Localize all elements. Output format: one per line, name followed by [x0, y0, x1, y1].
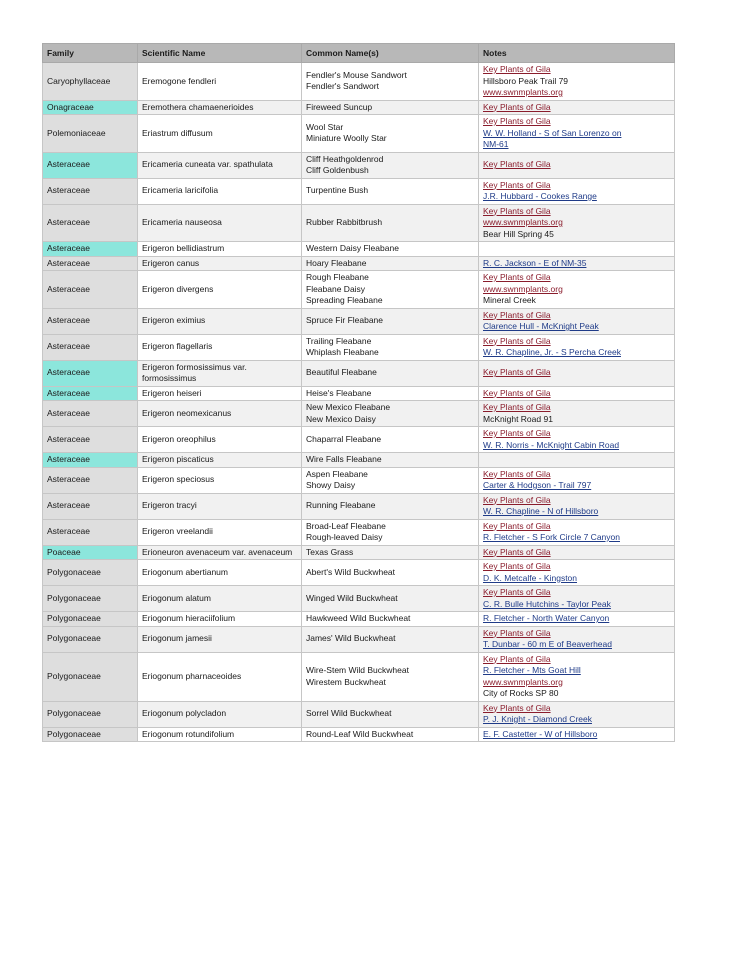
family-cell: Polygonaceae: [43, 652, 138, 701]
table-row: [43, 334, 675, 360]
scientific-name-cell: Erigeron neomexicanus: [138, 401, 302, 427]
scientific-name-cell: Eriogonum polycladon: [138, 701, 302, 727]
table-row: [43, 701, 675, 727]
note-link[interactable]: www.swnmplants.org: [483, 217, 563, 227]
common-name: Fendler's Mouse Sandwort: [306, 69, 407, 80]
note-link[interactable]: Key Plants of Gila: [483, 335, 551, 346]
note-link[interactable]: Key Plants of Gila: [483, 627, 551, 638]
notes-cell: [479, 271, 675, 309]
note-link[interactable]: www.swnmplants.org: [483, 87, 563, 97]
common-names-cell: [302, 652, 479, 701]
common-names-cell: [302, 242, 479, 257]
notes-cell: [479, 586, 675, 612]
note-link[interactable]: C. R. Bulle Hutchins - Taylor Peak: [483, 598, 611, 609]
table-body: [43, 63, 675, 742]
common-name: Spruce Fir Fleabane: [306, 315, 384, 326]
note-link[interactable]: Key Plants of Gila: [483, 159, 551, 170]
common-names-cell: [302, 493, 479, 519]
family-cell: Asteraceae: [43, 519, 138, 545]
family-cell: Polygonaceae: [43, 612, 138, 627]
common-names-cell: [302, 308, 479, 334]
common-name: Hoary Fleabane: [306, 257, 367, 268]
note-link[interactable]: Key Plants of Gila: [483, 179, 551, 190]
note-link[interactable]: Carter & Hodgson - Trail 797: [483, 480, 592, 490]
note-link[interactable]: W. W. Holland - S of San Lorenzo on: [483, 127, 622, 138]
scientific-name-cell: Eriogonum rotundifolium: [138, 727, 302, 742]
common-name: Winged Wild Buckwheat: [306, 592, 398, 603]
common-name: Rough Fleabane: [306, 272, 369, 282]
family-cell: Polygonaceae: [43, 701, 138, 727]
table-header-row: [43, 44, 675, 63]
note-link[interactable]: Key Plants of Gila: [483, 205, 551, 216]
note-link[interactable]: Key Plants of Gila: [483, 64, 551, 74]
note-text: City of Rocks SP 80: [483, 688, 559, 698]
common-name: Trailing Fleabane: [306, 335, 372, 346]
family-cell: Asteraceae: [43, 178, 138, 204]
note-link[interactable]: Key Plants of Gila: [483, 520, 551, 531]
note-link[interactable]: W. R. Norris - McKnight Cabin Road: [483, 439, 620, 450]
family-cell: Asteraceae: [43, 271, 138, 309]
notes-cell: [479, 152, 675, 178]
note-text: McKnight Road 91: [483, 413, 553, 424]
note-link[interactable]: Key Plants of Gila: [483, 116, 551, 126]
notes-cell: [479, 386, 675, 401]
common-name: Wire-Stem Wild Buckwheat: [306, 665, 409, 675]
family-cell: Polygonaceae: [43, 586, 138, 612]
notes-cell: [479, 360, 675, 386]
note-link[interactable]: Key Plants of Gila: [483, 402, 551, 412]
table-row: [43, 308, 675, 334]
table-row: [43, 427, 675, 453]
notes-cell: [479, 115, 675, 153]
common-names-cell: [302, 271, 479, 309]
common-names-cell: [302, 401, 479, 427]
scientific-name-cell: Erioneuron avenaceum var. avenaceum: [138, 545, 302, 560]
notes-cell: [479, 242, 675, 257]
scientific-name-cell: Ericameria cuneata var. spathulata: [138, 152, 302, 178]
table-row: [43, 100, 675, 115]
notes-cell: [479, 308, 675, 334]
note-link[interactable]: R. Fletcher - North Water Canyon: [483, 613, 610, 623]
family-cell: Asteraceae: [43, 386, 138, 401]
notes-cell: [479, 467, 675, 493]
scientific-name-cell: Erigeron speciosus: [138, 467, 302, 493]
notes-cell: [479, 626, 675, 652]
scientific-name-cell: Eriogonum hieraciifolium: [138, 612, 302, 627]
common-name: New Mexico Fleabane: [306, 402, 391, 412]
notes-cell: [479, 100, 675, 115]
note-link[interactable]: Key Plants of Gila: [483, 494, 551, 505]
column-header-notes: Notes: [479, 44, 675, 63]
family-cell: Polygonaceae: [43, 727, 138, 742]
family-cell: Poaceae: [43, 545, 138, 560]
note-link[interactable]: Key Plants of Gila: [483, 387, 551, 398]
note-text: Hillsboro Peak Trail 79: [483, 75, 569, 86]
table-row: [43, 586, 675, 612]
notes-cell: [479, 401, 675, 427]
common-name: Wire Falls Fleabane: [306, 454, 382, 464]
table-row: [43, 242, 675, 257]
table-row: [43, 652, 675, 701]
common-name: Abert's Wild Buckwheat: [306, 566, 396, 577]
notes-cell: [479, 334, 675, 360]
family-cell: Asteraceae: [43, 204, 138, 242]
table-row: [43, 612, 675, 627]
family-cell: Caryophyllaceae: [43, 63, 138, 101]
note-link[interactable]: Clarence Hull - McKnight Peak: [483, 321, 599, 331]
table-row: [43, 519, 675, 545]
note-link[interactable]: Key Plants of Gila: [483, 561, 551, 571]
scientific-name-cell: Erigeron oreophilus: [138, 427, 302, 453]
common-names-cell: [302, 334, 479, 360]
note-link[interactable]: Key Plants of Gila: [483, 468, 551, 479]
notes-cell: [479, 453, 675, 468]
common-names-cell: [302, 152, 479, 178]
common-name: Beautiful Fleabane: [306, 367, 377, 378]
table-row: [43, 545, 675, 560]
notes-cell: [479, 612, 675, 627]
note-link[interactable]: J.R. Hubbard - Cookes Range: [483, 191, 597, 201]
scientific-name-cell: Ericameria nauseosa: [138, 204, 302, 242]
notes-cell: [479, 519, 675, 545]
notes-cell: [479, 63, 675, 101]
common-name: Broad-Leaf Fleabane: [306, 520, 386, 531]
scientific-name-cell: Erigeron eximius: [138, 308, 302, 334]
table-row: [43, 467, 675, 493]
common-name: Wool Star: [306, 121, 344, 132]
table-row: [43, 386, 675, 401]
note-link[interactable]: Key Plants of Gila: [483, 653, 551, 664]
scientific-name-cell: Eremothera chamaenerioides: [138, 100, 302, 115]
common-name: Hawkweed Wild Buckwheat: [306, 613, 411, 623]
scientific-name-cell: Eriogonum pharnaceoides: [138, 652, 302, 701]
common-name: Rough-leaved Daisy: [306, 532, 383, 542]
common-name: Turpentine Bush: [306, 185, 369, 196]
table-row: [43, 115, 675, 153]
common-names-cell: [302, 204, 479, 242]
table-row: [43, 727, 675, 742]
common-name: Cliff Heathgoldenrod: [306, 153, 384, 164]
common-names-cell: [302, 612, 479, 627]
scientific-name-cell: Erigeron canus: [138, 256, 302, 271]
scientific-name-cell: Eremogone fendleri: [138, 63, 302, 101]
note-link[interactable]: W. R. Chapline, Jr. - S Percha Creek: [483, 347, 621, 357]
note-link[interactable]: Key Plants of Gila: [483, 702, 551, 713]
common-name: Spreading Fleabane: [306, 295, 383, 305]
common-name: Sorrel Wild Buckwheat: [306, 708, 392, 719]
common-name: Miniature Woolly Star: [306, 133, 387, 144]
family-cell: Asteraceae: [43, 256, 138, 271]
common-names-cell: [302, 586, 479, 612]
column-header-scientific-name: Scientific Name: [138, 44, 302, 63]
common-name: Fendler's Sandwort: [306, 81, 379, 92]
note-link[interactable]: R. Fletcher - S Fork Circle 7 Canyon: [483, 532, 620, 542]
family-cell: Asteraceae: [43, 401, 138, 427]
note-link[interactable]: Key Plants of Gila: [483, 309, 551, 320]
column-header-common-names: Common Name(s): [302, 44, 479, 63]
family-cell: Asteraceae: [43, 152, 138, 178]
common-names-cell: [302, 626, 479, 652]
note-link[interactable]: D. K. Metcalfe - Kingston: [483, 572, 578, 583]
common-names-cell: [302, 560, 479, 586]
family-cell: Asteraceae: [43, 360, 138, 386]
common-name: Running Fleabane: [306, 500, 376, 511]
common-name: New Mexico Daisy: [306, 413, 376, 424]
family-cell: Asteraceae: [43, 334, 138, 360]
common-names-cell: [302, 453, 479, 468]
common-names-cell: [302, 545, 479, 560]
family-cell: Asteraceae: [43, 467, 138, 493]
note-link[interactable]: Key Plants of Gila: [483, 101, 551, 112]
note-link[interactable]: R. Fletcher - Mts Goat Hill: [483, 665, 581, 675]
common-names-cell: [302, 519, 479, 545]
table-row: [43, 453, 675, 468]
family-cell: Asteraceae: [43, 453, 138, 468]
notes-cell: [479, 204, 675, 242]
note-link[interactable]: P. J. Knight - Diamond Creek: [483, 714, 592, 724]
table-row: [43, 493, 675, 519]
table-row: [43, 63, 675, 101]
scientific-name-cell: Erigeron tracyi: [138, 493, 302, 519]
common-name: Showy Daisy: [306, 480, 356, 490]
common-names-cell: [302, 115, 479, 153]
family-cell: Asteraceae: [43, 308, 138, 334]
family-cell: Asteraceae: [43, 493, 138, 519]
notes-cell: [479, 560, 675, 586]
notes-cell: [479, 493, 675, 519]
common-names-cell: [302, 727, 479, 742]
note-link[interactable]: Key Plants of Gila: [483, 367, 551, 378]
family-cell: Polygonaceae: [43, 626, 138, 652]
common-names-cell: [302, 427, 479, 453]
scientific-name-cell: Eriogonum alatum: [138, 586, 302, 612]
family-cell: Polemoniaceae: [43, 115, 138, 153]
table-row: [43, 626, 675, 652]
note-link[interactable]: www.swnmplants.org: [483, 676, 563, 687]
note-link[interactable]: T. Dunbar - 60 m E of Beaverhead: [483, 639, 612, 649]
notes-cell: [479, 427, 675, 453]
note-link[interactable]: Key Plants of Gila: [483, 272, 551, 282]
note-link[interactable]: W. R. Chapline - N of Hillsboro: [483, 506, 599, 516]
common-name: Western Daisy Fleabane: [306, 243, 399, 253]
scientific-name-cell: Eriogonum jamesii: [138, 626, 302, 652]
common-names-cell: [302, 467, 479, 493]
scientific-name-cell: Erigeron heiseri: [138, 386, 302, 401]
family-cell: Asteraceae: [43, 427, 138, 453]
scientific-name-cell: Erigeron vreelandii: [138, 519, 302, 545]
scientific-name-cell: Erigeron piscaticus: [138, 453, 302, 468]
common-name: Heise's Fleabane: [306, 387, 372, 398]
notes-cell: [479, 727, 675, 742]
common-names-cell: [302, 63, 479, 101]
common-name: Round-Leaf Wild Buckwheat: [306, 728, 414, 739]
scientific-name-cell: Eriogonum abertianum: [138, 560, 302, 586]
common-names-cell: [302, 256, 479, 271]
table-row: [43, 360, 675, 386]
family-cell: Asteraceae: [43, 242, 138, 257]
common-name: Texas Grass: [306, 546, 354, 557]
family-cell: Onagraceae: [43, 100, 138, 115]
note-link[interactable]: Key Plants of Gila: [483, 546, 551, 557]
common-names-cell: [302, 701, 479, 727]
scientific-name-cell: Erigeron formosissimus var. formosissimus: [138, 360, 302, 386]
common-names-cell: [302, 100, 479, 115]
scientific-name-cell: Ericameria laricifolia: [138, 178, 302, 204]
scientific-name-cell: Erigeron divergens: [138, 271, 302, 309]
common-name: Whiplash Fleabane: [306, 347, 379, 357]
common-name: Cliff Goldenbush: [306, 165, 369, 175]
note-link[interactable]: Key Plants of Gila: [483, 428, 551, 438]
common-name: James' Wild Buckwheat: [306, 633, 396, 644]
common-name: Fleabane Daisy: [306, 283, 366, 294]
notes-cell: [479, 545, 675, 560]
table-row: [43, 271, 675, 309]
plant-table: [42, 43, 675, 742]
notes-cell: [479, 652, 675, 701]
scientific-name-cell: Eriastrum diffusum: [138, 115, 302, 153]
note-text: Mineral Creek: [483, 295, 536, 305]
common-name: Fireweed Suncup: [306, 101, 373, 112]
table-row: [43, 152, 675, 178]
table-row: [43, 560, 675, 586]
notes-cell: [479, 256, 675, 271]
scientific-name-cell: Erigeron bellidiastrum: [138, 242, 302, 257]
common-name: Wirestem Buckwheat: [306, 676, 386, 687]
table-row: [43, 256, 675, 271]
note-link[interactable]: Key Plants of Gila: [483, 587, 551, 597]
note-link[interactable]: NM-61: [483, 139, 509, 149]
family-cell: Polygonaceae: [43, 560, 138, 586]
common-names-cell: [302, 386, 479, 401]
common-names-cell: [302, 360, 479, 386]
table-row: [43, 401, 675, 427]
note-text: Bear Hill Spring 45: [483, 228, 554, 239]
common-names-cell: [302, 178, 479, 204]
note-link[interactable]: E. F. Castetter - W of Hillsboro: [483, 728, 598, 739]
common-name: Chaparral Fleabane: [306, 433, 382, 444]
table-row: [43, 204, 675, 242]
table-row: [43, 178, 675, 204]
common-name: Rubber Rabbitbrush: [306, 217, 383, 227]
column-header-family: Family: [43, 44, 138, 63]
notes-cell: [479, 701, 675, 727]
note-link[interactable]: R. C. Jackson - E of NM-35: [483, 257, 587, 268]
scientific-name-cell: Erigeron flagellaris: [138, 334, 302, 360]
common-name: Aspen Fleabane: [306, 468, 368, 479]
note-link[interactable]: www.swnmplants.org: [483, 283, 563, 294]
notes-cell: [479, 178, 675, 204]
